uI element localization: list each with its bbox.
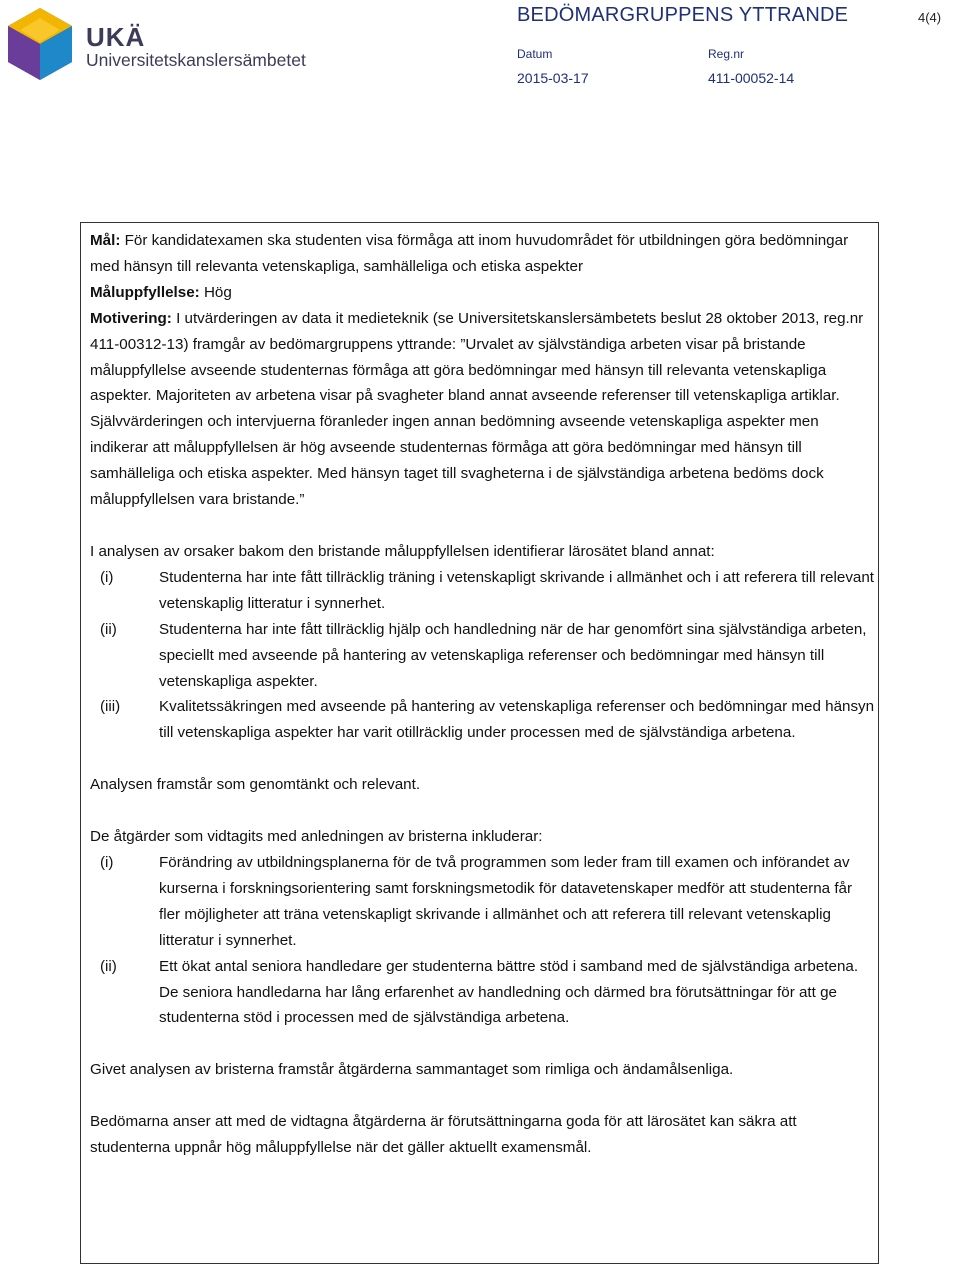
goal-paragraph bbox=[90, 228, 875, 280]
analysis-intro: I analysen av orsaker bakom den bristande måluppfyllelsen identifierar lärosätet bland annat: bbox=[90, 542, 715, 560]
regnr-label: Reg.nr bbox=[708, 47, 745, 61]
fulfillment-label: Måluppfyllelse: bbox=[90, 283, 200, 301]
analysis-item-number: (iii) bbox=[100, 698, 121, 716]
action-item-text: Ett ökat antal seniora handledare ger studenterna bättre stöd i samband med de självständiga arbetena. De seniora handledarna har lång erfarenhet av handledning och därmed bra förutsättningar för att ge studenterna stöd i processen med de självständiga arbetena. bbox=[159, 957, 859, 1027]
assessment-content bbox=[90, 228, 875, 1161]
analysis-item bbox=[90, 565, 875, 617]
fulfillment-paragraph bbox=[90, 280, 875, 306]
action-item bbox=[90, 850, 875, 954]
logo-agency-name: Universitetskanslersämbetet bbox=[86, 50, 306, 70]
motivation-label: Motivering: bbox=[90, 309, 172, 327]
conclusion-paragraph: Bedömarna anser att med de vidtagna åtgärderna är förutsättningarna goda för att lärosätet kan säkra att studenterna uppnår hög måluppfyllelse när det gäller aktuellt examensmål. bbox=[90, 1113, 797, 1157]
action-item bbox=[90, 954, 875, 1032]
date-value: 2015-03-17 bbox=[517, 70, 589, 86]
page-number: 4(4) bbox=[918, 10, 942, 25]
goal-label: Mål: bbox=[90, 232, 121, 249]
ukae-cube-logo-icon bbox=[4, 4, 76, 84]
actions-verdict: Givet analysen av bristerna framstår åtgärderna sammantaget som rimliga och ändamålsenliga. bbox=[90, 1061, 734, 1079]
fulfillment-value: Hög bbox=[199, 283, 232, 301]
goal-text: För kandidatexamen ska studenten visa förmåga att inom huvudområdet för utbildningen göra bedömningar med hänsyn till relevanta vetenskapliga, samhälleliga och etiska aspekter bbox=[90, 232, 849, 275]
analysis-item-text: Studenterna har inte fått tillräcklig träning i vetenskapligt skrivande i allmänhet och i att referera till relevant vetenskaplig litteratur i synnerhet. bbox=[159, 568, 875, 612]
regnr-value: 411-00052-14 bbox=[708, 70, 795, 86]
analysis-item-number: (i) bbox=[100, 568, 114, 586]
analysis-verdict: Analysen framstår som genomtänkt och relevant. bbox=[90, 776, 421, 794]
action-item-text: Förändring av utbildningsplanerna för de två programmen som leder fram till examen och införandet av kurserna i forskningsorientering samt forskningsmetodik för datavetenskaper medför att studenterna får fler möjligheter att träna vetenskapligt skrivande i allmänhet och att referera till relevant vetenskaplig litteratur i synnerhet. bbox=[159, 854, 853, 949]
analysis-item-text: Studenterna har inte fått tillräcklig hjälp och handledning när de har genomfört sina självständiga arbeten, speciellt med avseende på hantering av vetenskapliga referenser och bedömningar med hänsyn till vetenskapliga aspekter. bbox=[159, 620, 867, 690]
analysis-item bbox=[90, 694, 875, 746]
analysis-item-number: (ii) bbox=[100, 620, 117, 638]
action-item-number: (i) bbox=[100, 854, 114, 872]
logo-abbreviation: UKÄ bbox=[86, 22, 146, 52]
date-label: Datum bbox=[517, 47, 553, 61]
action-item-number: (ii) bbox=[100, 957, 117, 975]
motivation-paragraph bbox=[90, 306, 875, 513]
analysis-item bbox=[90, 617, 875, 695]
motivation-text: I utvärderingen av data it medieteknik (se Universitetskanslersämbetets beslut 28 oktober 2013, reg.nr 411-00312-13) framgår av bedömargruppens yttrande: ”Urvalet av självständiga arbeten visar på bristande måluppfyllelse avseende studenternas förmåga att göra bedömningar med hänsyn till relevanta vetenskapliga aspekter. Majoriteten av arbetena visar på svagheter bland annat avseende referenser till vetenskapliga artiklar. Självvärderingen och intervjuerna föranleder ingen annan bedömning avseende vetenskapliga aspekter men indikerar att måluppfyllelsen är hög avseende studenternas förmåga att göra bedömningar med hänsyn till samhälleliga och etiska aspekter. Med hänsyn taget till svagheterna i de självständiga arbetena bedöms dock måluppfyllelsen vara bristande.” bbox=[90, 309, 864, 509]
document-title: BEDÖMARGRUPPENS YTTRANDE bbox=[517, 4, 849, 26]
ukae-logo bbox=[4, 4, 322, 84]
analysis-item-text: Kvalitetssäkringen med avseende på hantering av vetenskapliga referenser och bedömningar med hänsyn till vetenskapliga aspekter har varit otillräcklig under processen med de självständiga arbetena. bbox=[159, 698, 875, 742]
actions-intro: De åtgärder som vidtagits med anledningen av bristerna inkluderar: bbox=[90, 828, 543, 846]
